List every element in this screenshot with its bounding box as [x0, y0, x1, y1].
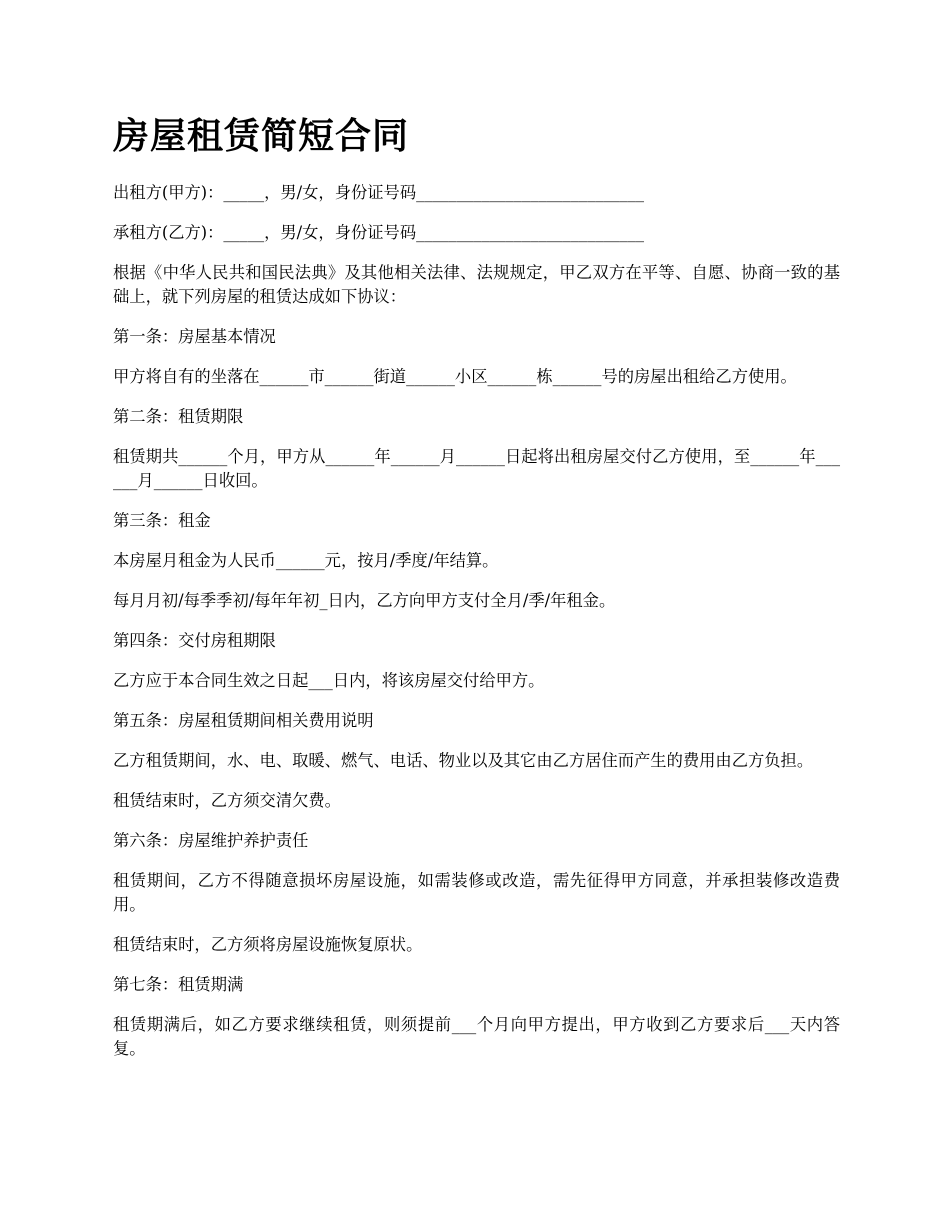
article-6-text-2: 租赁结束时，乙方须将房屋设施恢复原状。	[113, 935, 423, 954]
article-3-text-1: 本房屋月租金为人民币______元，按月/季度/年结算。	[113, 551, 499, 570]
article-1-text: 甲方将自有的坐落在______市______街道______小区______栋______号的房屋出租给乙方使用。	[113, 367, 797, 386]
article-4-heading: 第四条：交付房租期限	[113, 631, 276, 650]
preamble-paragraph: 根据《中华人民共和国民法典》及其他相关法律、法规规定，甲乙双方在平等、自愿、协商一致的基础上，就下列房屋的租赁达成如下协议：	[113, 263, 840, 306]
party-a-line: 出租方(甲方)：_____，男/女，身份证号码____________________________	[113, 183, 645, 202]
article-3-heading: 第三条：租金	[113, 511, 211, 530]
article-1-heading: 第一条：房屋基本情况	[113, 327, 276, 346]
article-6-text-1: 租赁期间，乙方不得随意损坏房屋设施，如需装修或改造，需先征得甲方同意，并承担装修改造费用。	[113, 871, 840, 914]
article-7-heading: 第七条：租赁期满	[113, 975, 244, 994]
document-body	[113, 181, 840, 1077]
article-3-text-2: 每月月初/每季季初/每年年初_日内，乙方向甲方支付全月/季/年租金。	[113, 591, 616, 610]
article-5-text-1: 乙方租赁期间，水、电、取暖、燃气、电话、物业以及其它由乙方居住而产生的费用由乙方负担。	[113, 751, 814, 770]
article-5-heading: 第五条：房屋租赁期间相关费用说明	[113, 711, 374, 730]
article-2-text: 租赁期共______个月，甲方从______年______月______日起将出租房屋交付乙方使用，至______年______月______日收回。	[113, 447, 840, 490]
article-5-text-2: 租赁结束时，乙方须交清欠费。	[113, 791, 341, 810]
article-6-heading: 第六条：房屋维护养护责任	[113, 831, 309, 850]
document-title: 房屋租赁简短合同	[113, 115, 410, 157]
article-2-heading: 第二条：租赁期限	[113, 407, 244, 426]
article-7-text: 租赁期满后，如乙方要求继续租赁，则须提前___个月向甲方提出，甲方收到乙方要求后___天内答复。	[113, 1015, 840, 1058]
article-4-text: 乙方应于本合同生效之日起___日内，将该房屋交付给甲方。	[113, 671, 545, 690]
party-b-line: 承租方(乙方)：_____，男/女，身份证号码____________________________	[113, 223, 645, 242]
